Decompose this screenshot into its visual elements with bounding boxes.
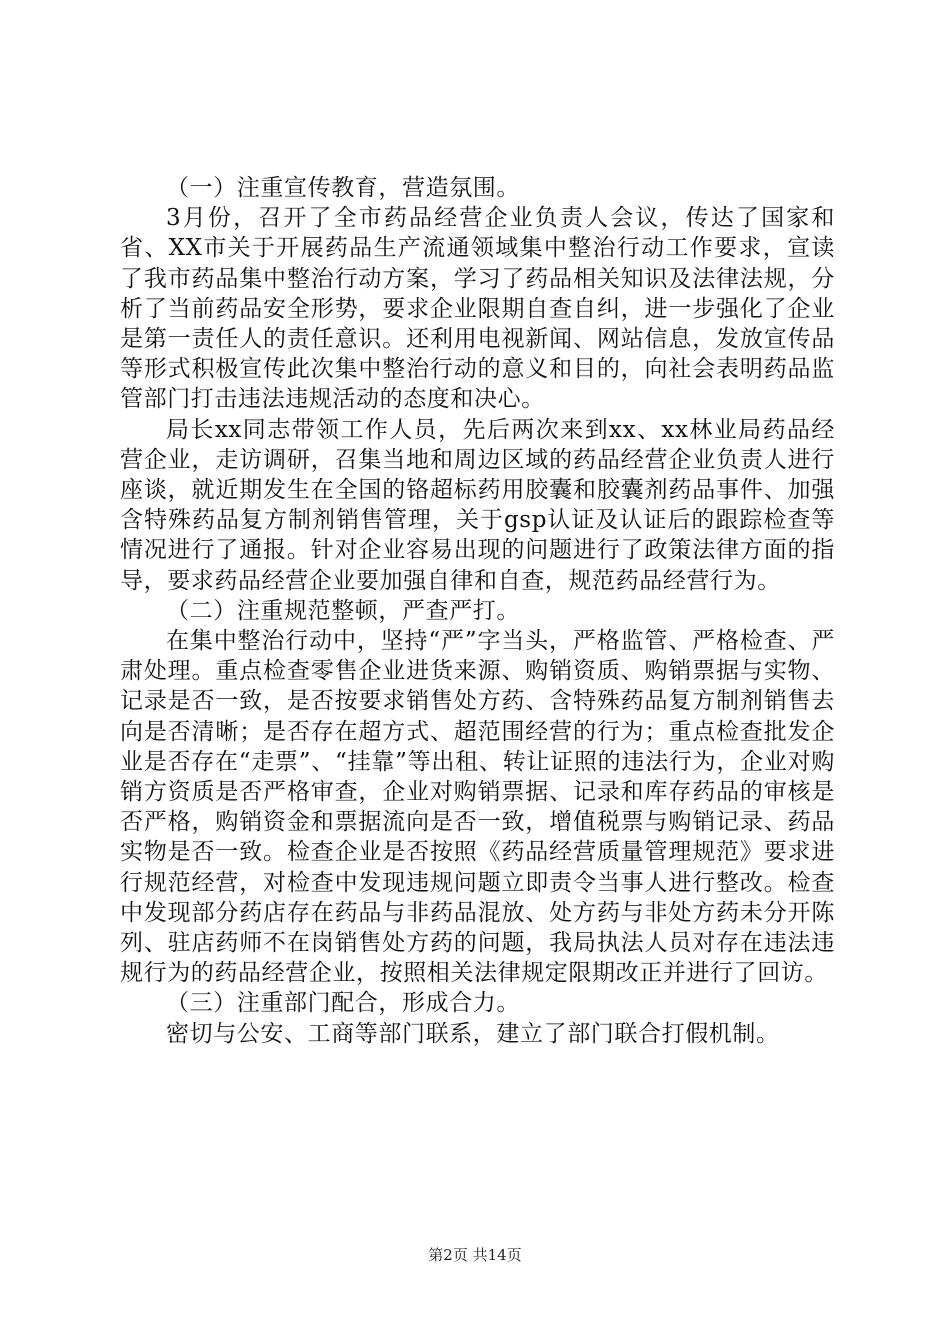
section-heading-2: （二）注重规范整顿，严查严打。 (166, 597, 520, 624)
page-number-footer: 第2页 共14页 (428, 1246, 522, 1264)
body-paragraph: 在集中整治行动中，坚持“严”字当头，严格监管、严格检查、严肃处理。重点检查零售企业进货来源、购销资质、购销票据与实物、记录是否一致，是否按要求销售处方药、含特殊药品复方制剂销售去向是否清晰；是否存在超方式、超范围经营的行为；重点检查批发企业是否存在“走票”、“挂靠”等出租、转让证照的违法行为，企业对购销方资质是否严格审查，企业对购销票据、记录和库存药品的审核是否严格，购销资金和票据流向是否一致，增值税票与购销记录、药品实物是否一致。检查企业是否按照《药品经营质量管理规范》要求进行规范经营，对检查中发现违规问题立即责令当事人进行整改。检查中发现部分药店存在药品与非药品混放、处方药与非处方药未分开陈列、驻店药师不在岗销售处方药的问题，我局执法人员对存在违法违规行为的药品经营企业，按照相关法律规定限期改正并进行了回访。 (120, 628, 835, 987)
document-body (120, 173, 835, 1049)
body-paragraph: 局长xx同志带领工作人员，先后两次来到xx、xx林业局药品经营企业，走访调研，召集当地和周边区域的药品经营企业负责人进行座谈，就近期发生在全国的铬超标药用胶囊和胶囊剂药品事件、加强含特殊药品复方制剂销售管理，关于gsp认证及认证后的跟踪检查等情况进行了通报。针对企业容易出现的问题进行了政策法律方面的指导，要求药品经营企业要加强自律和自查，规范药品经营行为。 (120, 416, 835, 594)
body-paragraph: 密切与公安、工商等部门联系，建立了部门联合打假机制。 (166, 1020, 780, 1047)
section-heading-3: （三）注重部门配合，形成合力。 (166, 990, 520, 1017)
section-heading-1: （一）注重宣传教育，营造氛围。 (166, 175, 520, 201)
body-paragraph: 3月份，召开了全市药品经营企业负责人会议，传达了国家和省、XX市关于开展药品生产流通领域集中整治行动工作要求，宣读了我市药品集中整治行动方案，学习了药品相关知识及法律法规，分析了当前药品安全形势，要求企业限期自查自纠，进一步强化了企业是第一责任人的责任意识。还利用电视新闻、网站信息，发放宣传品等形式积极宣传此次集中整治行动的意义和目的，向社会表明药品监管部门打击违法违规活动的态度和决心。 (120, 205, 835, 413)
